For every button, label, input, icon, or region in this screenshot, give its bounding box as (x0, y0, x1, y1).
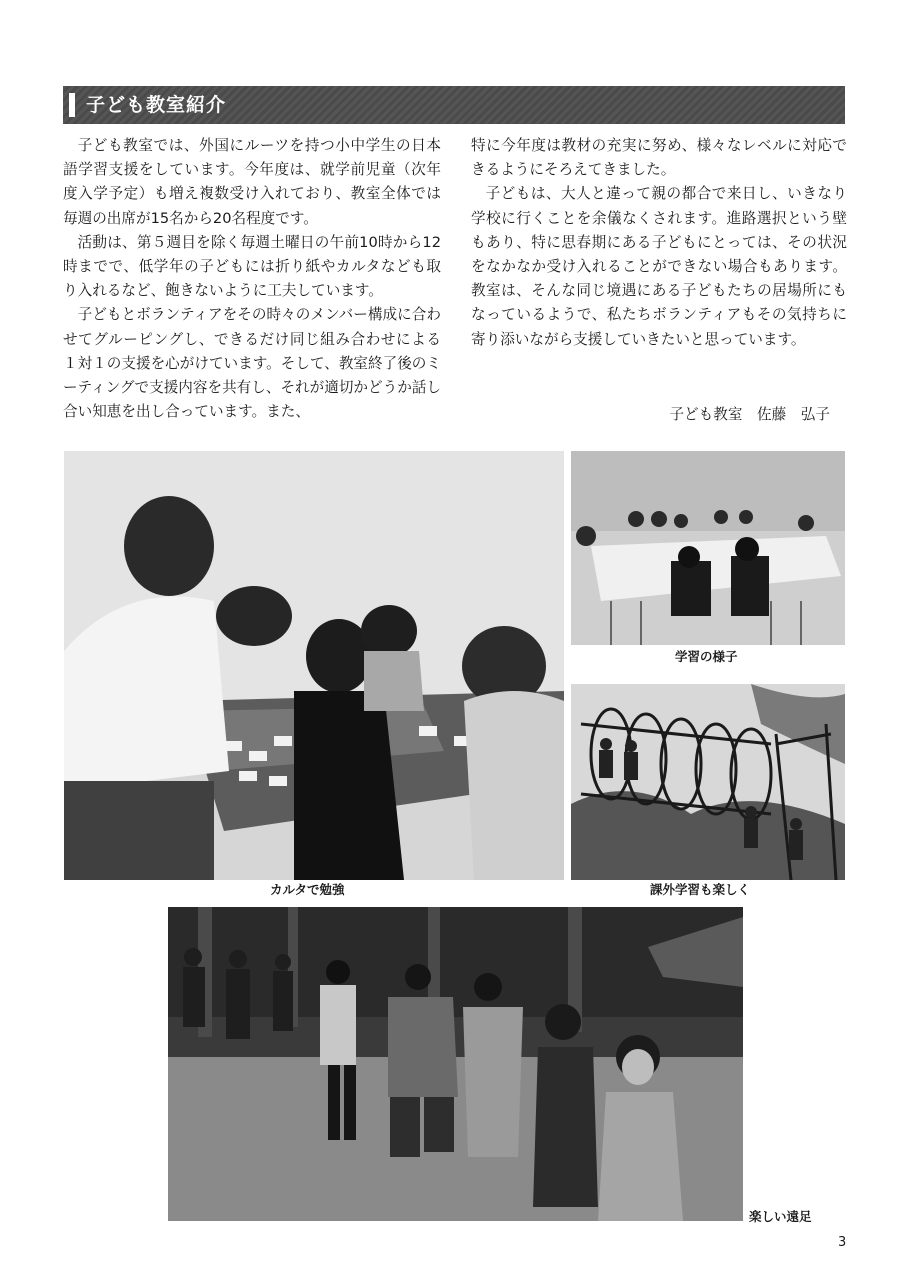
article-paragraph: 子どもとボランティアをその時々のメンバー構成に合わせてグルーピングし、できるだけ同じ組み合わせによる１対１の支援を心がけています。そして、教室終了後のミーティングで支援内容を共有し、それが適切かどうか話し合い知恵を出し合っています。また、 (63, 306, 441, 421)
photo-caption-study: 学習の様子 (675, 649, 738, 664)
photo-excursion-image (168, 907, 743, 1221)
photo-excursion (168, 907, 743, 1221)
section-header-accent (69, 93, 75, 117)
article-left-column (63, 134, 441, 424)
article-paragraph: 活動は、第５週目を除く毎週土曜日の午前10時から12時までで、低学年の子どもには折り紙やカルタなども取り入れるなど、飽きないように工夫しています。 (63, 233, 441, 300)
photo-study-scene (571, 451, 845, 645)
photo-caption-excursion: 楽しい遠足 (749, 1209, 812, 1224)
article-paragraph: 子どもは、大人と違って親の都合で来日し、いきなり学校に行くことを余儀なくされます。進路選択という壁もあり、特に思春期にある子どもにとっては、その状況をなかなか受け入れることができない場合もあります。教室は、そんな同じ境遇にある子どもたちの居場所にもなっているようで、私たちボランティアもその気持ちに寄り添いながら支援していきたいと思っています。 (471, 185, 847, 348)
article-paragraph-continuation: 特に今年度は教材の充実に努め、様々なレベルに対応できるようにそろえてきました。 (471, 137, 847, 179)
photo-outdoor-learning (571, 684, 845, 880)
photo-outdoor-image (571, 684, 845, 880)
section-title: 子ども教室紹介 (86, 94, 227, 116)
photo-karuta-image (64, 451, 564, 880)
photo-caption-outdoor: 課外学習も楽しく (650, 882, 751, 897)
photo-karuta-study (64, 451, 564, 880)
article-paragraph: 子ども教室では、外国にルーツを持つ小中学生の日本語学習支援をしています。今年度は、就学前児童（次年度入学予定）も増え複数受け入れており、教室全体では毎週の出席が15名から20名程度です。 (63, 137, 441, 227)
page-number: 3 (838, 1235, 847, 1250)
photo-caption-karuta: カルタで勉強 (270, 882, 345, 897)
photo-study-image (571, 451, 845, 645)
article-right-column (471, 134, 847, 352)
article-signature: 子ども教室 佐藤 弘子 (669, 406, 830, 423)
